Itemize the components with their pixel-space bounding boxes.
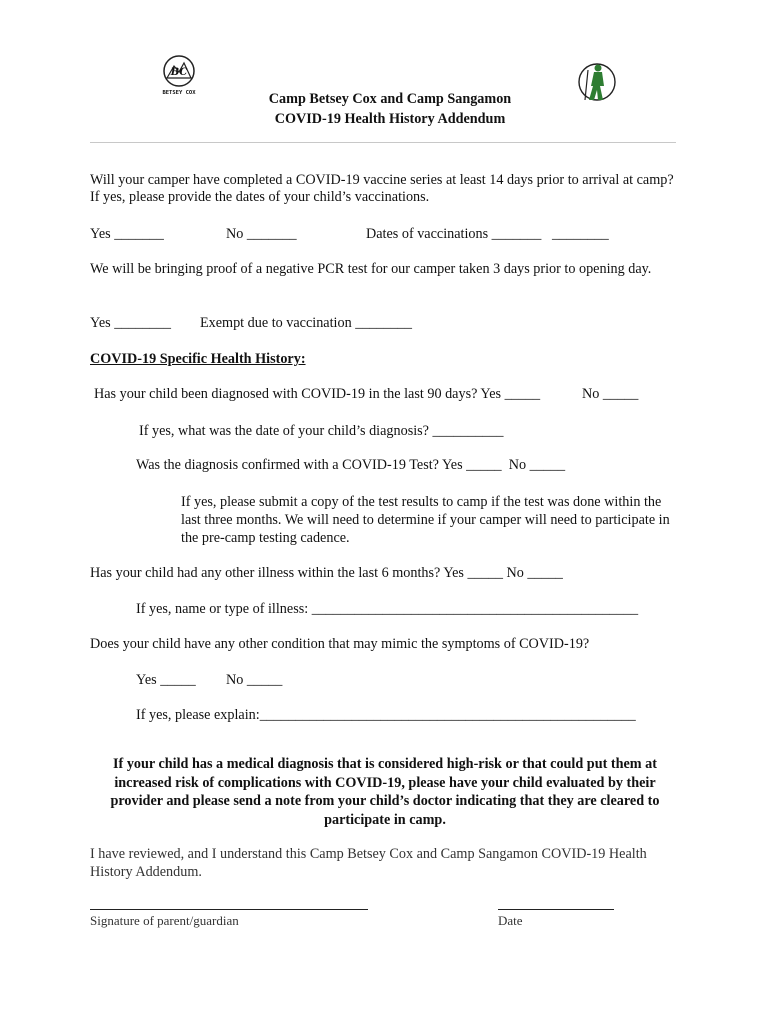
diagnosed-question[interactable]: Has your child been diagnosed with COVID-19 in the last 90 days? Yes _____ [94,386,541,402]
signature-label: Signature of parent/guardian [90,913,239,928]
diagnosed-no-field[interactable]: No _____ [582,386,639,402]
pcr-yes-field[interactable]: Yes ________ [90,315,171,331]
mimic-explain-field[interactable]: If yes, please explain:_____________________________________________________ [136,707,636,723]
other-illness-question[interactable]: Has your child had any other illness within the last 6 months? Yes _____ No _____ [90,565,563,581]
mimic-yes-field[interactable]: Yes _____ [136,672,196,688]
vaccine-dates-field[interactable]: Dates of vaccinations _______ ________ [366,226,609,242]
logo-initials: BC [170,67,188,78]
date-line[interactable] [498,909,614,910]
mimic-no-field[interactable]: No _____ [226,672,283,688]
signature-line[interactable] [90,909,368,910]
vaccine-yes-field[interactable]: Yes _______ [90,226,164,242]
illness-type-field[interactable]: If yes, name or type of illness: ______________________________________________ [136,601,639,617]
document-title-line1: Camp Betsey Cox and Camp Sangamon [268,91,512,107]
pcr-statement: We will be bringing proof of a negative PCR test for our camper taken 3 days prior to opening day. [90,261,652,277]
date-label: Date [498,913,523,928]
high-risk-notice: If your child has a medical diagnosis that is considered high-risk or that could put them at increased risk of complications with COVID-19, please have your child evaluated by their provider and please send a note from your child’s doctor indicating that they are cleared to participate in camp. [110,756,660,828]
vaccine-no-field[interactable]: No _______ [226,226,297,242]
logo-left-caption: BETSEY COX [162,90,196,96]
document-title-line2: COVID-19 Health History Addendum [274,111,506,127]
header-divider [90,142,676,143]
acknowledgement-text: I have reviewed, and I understand this Camp Betsey Cox and Camp Sangamon COVID-19 Health History Addendum. [90,846,647,880]
health-history-heading: COVID-19 Specific Health History: [90,351,306,367]
pcr-exempt-field[interactable]: Exempt due to vaccination ________ [200,315,412,331]
diagnosis-confirmed-field[interactable]: Was the diagnosis confirmed with a COVID-19 Test? Yes _____ No _____ [136,457,566,473]
mimic-condition-question: Does your child have any other condition that may mimic the symptoms of COVID-19? [90,636,590,652]
test-results-instructions: If yes, please submit a copy of the test results to camp if the test was done within the last three months. We will need to determine if your camper will need to participate in the pre-camp testing cadence. [181,494,670,546]
vaccine-question: Will your camper have completed a COVID-19 vaccine series at least 14 days prior to arrival at camp? If yes, please provide the dates of your child’s vaccinations. [90,172,674,205]
diagnosis-date-field[interactable]: If yes, what was the date of your child’s diagnosis? __________ [139,423,504,439]
